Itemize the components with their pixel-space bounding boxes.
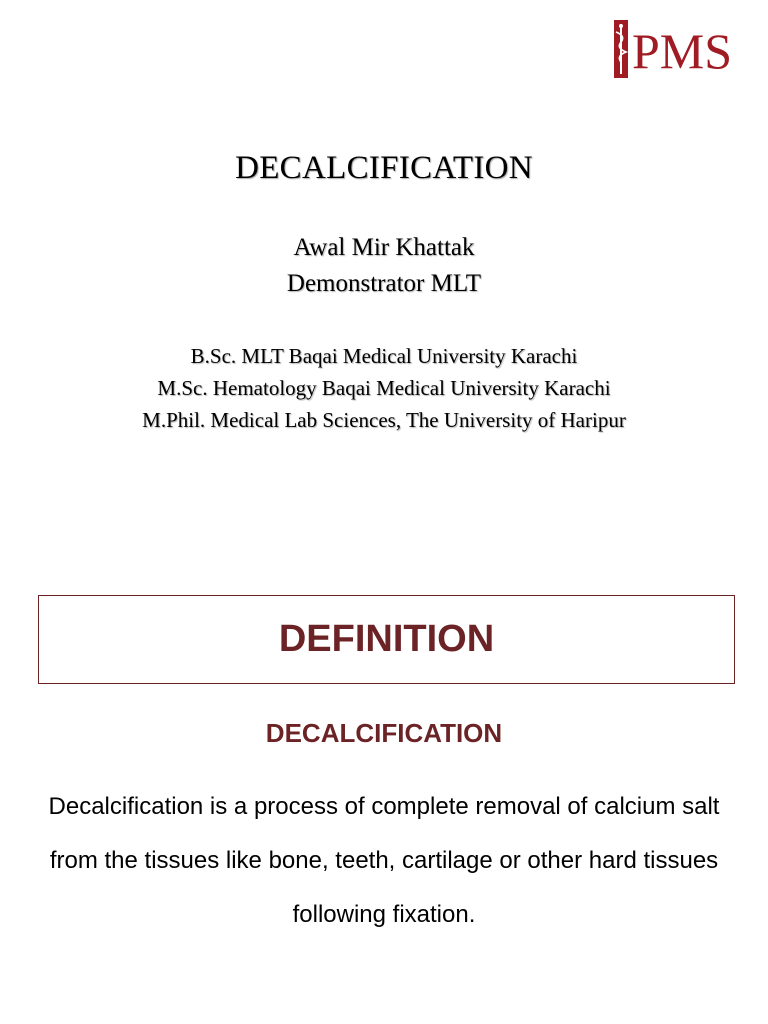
- author-role: Demonstrator MLT: [286, 270, 482, 297]
- definition-body-text: Decalcification is a process of complete removal of calcium salt from the tissues like bone, teeth, cartilage or other hard tissues following fixation.: [48, 793, 720, 928]
- author-name: Awal Mir Khattak: [293, 234, 475, 261]
- presentation-title: DECALCIFICATION: [235, 150, 533, 186]
- logo-text: PMS: [632, 23, 733, 79]
- pms-logo-graphic: [612, 16, 734, 80]
- definition-heading: DEFINITION: [278, 618, 495, 660]
- credential-line: B.Sc. MLT Baqai Medical University Karachi: [190, 344, 578, 368]
- definition-subheading: DECALCIFICATION: [265, 718, 503, 748]
- pms-logo: [612, 16, 734, 80]
- definition-heading-box: [38, 595, 735, 684]
- credential-line: M.Phil. Medical Lab Sciences, The University of Haripur: [142, 408, 626, 432]
- author-block: [0, 230, 768, 302]
- credentials-list: [0, 340, 768, 436]
- credential-line: M.Sc. Hematology Baqai Medical University Karachi: [157, 376, 611, 400]
